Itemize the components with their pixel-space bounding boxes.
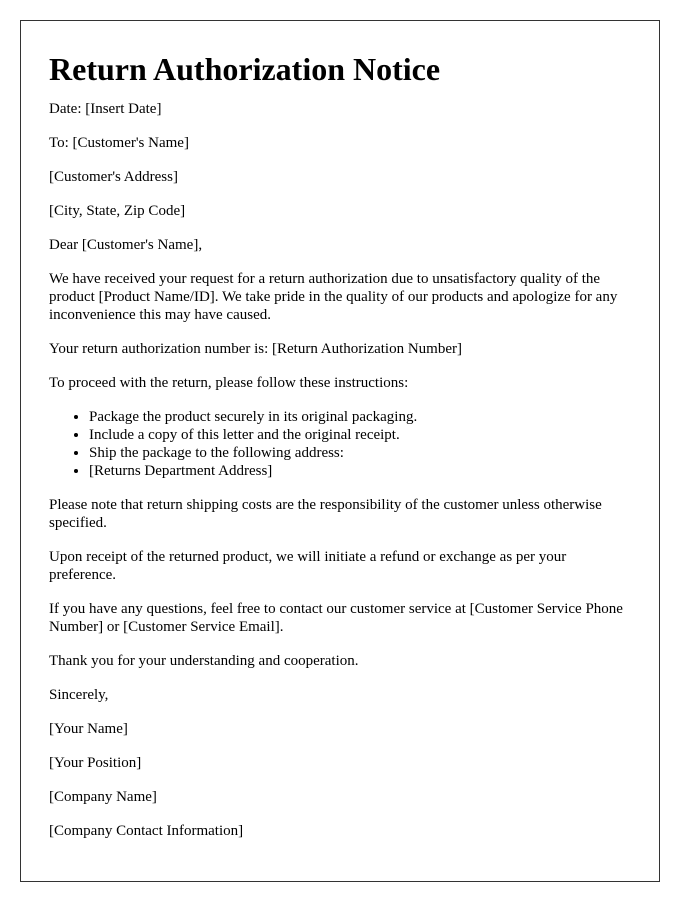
thank-you-line: Thank you for your understanding and cooperation.: [49, 653, 359, 669]
contact-note: If you have any questions, feel free to contact our customer service at [Customer Service Phone Number] or [Customer Service Email].: [49, 601, 623, 635]
instruction-item: • Include a copy of this letter and the original receipt.: [89, 426, 631, 444]
signer-position: [Your Position]: [49, 755, 142, 771]
letter-container: [20, 20, 660, 882]
recipient-line: To: [Customer's Name]: [49, 135, 189, 151]
refund-note: Upon receipt of the returned product, we will initiate a refund or exchange as per your preference.: [49, 549, 567, 583]
instruction-item: • Package the product securely in its original packaging.: [89, 408, 631, 426]
recipient-address: [Customer's Address]: [49, 169, 178, 185]
recipient-city-state-zip: [City, State, Zip Code]: [49, 203, 186, 219]
instructions-list: [49, 408, 631, 480]
letter-title: Return Authorization Notice: [49, 51, 441, 87]
signer-name: [Your Name]: [49, 721, 128, 737]
authorization-number-line: Your return authorization number is: [Return Authorization Number]: [49, 341, 462, 357]
salutation: Dear [Customer's Name],: [49, 237, 203, 253]
closing: Sincerely,: [49, 687, 109, 703]
date-line: Date: [Insert Date]: [49, 101, 162, 117]
shipping-cost-note: Please note that return shipping costs are the responsibility of the customer unless otherwise specified.: [49, 497, 602, 531]
instruction-item: • Ship the package to the following address:: [89, 444, 631, 462]
company-contact: [Company Contact Information]: [49, 823, 244, 839]
instruction-item: • [Returns Department Address]: [89, 462, 631, 480]
intro-paragraph: We have received your request for a return authorization due to unsatisfactory quality of the product [Product Name/ID]. We take pride in the quality of our products and apologize for any inconvenience this may have caused.: [49, 271, 618, 323]
instructions-intro: To proceed with the return, please follow these instructions:: [49, 375, 409, 391]
company-name: [Company Name]: [49, 789, 157, 805]
